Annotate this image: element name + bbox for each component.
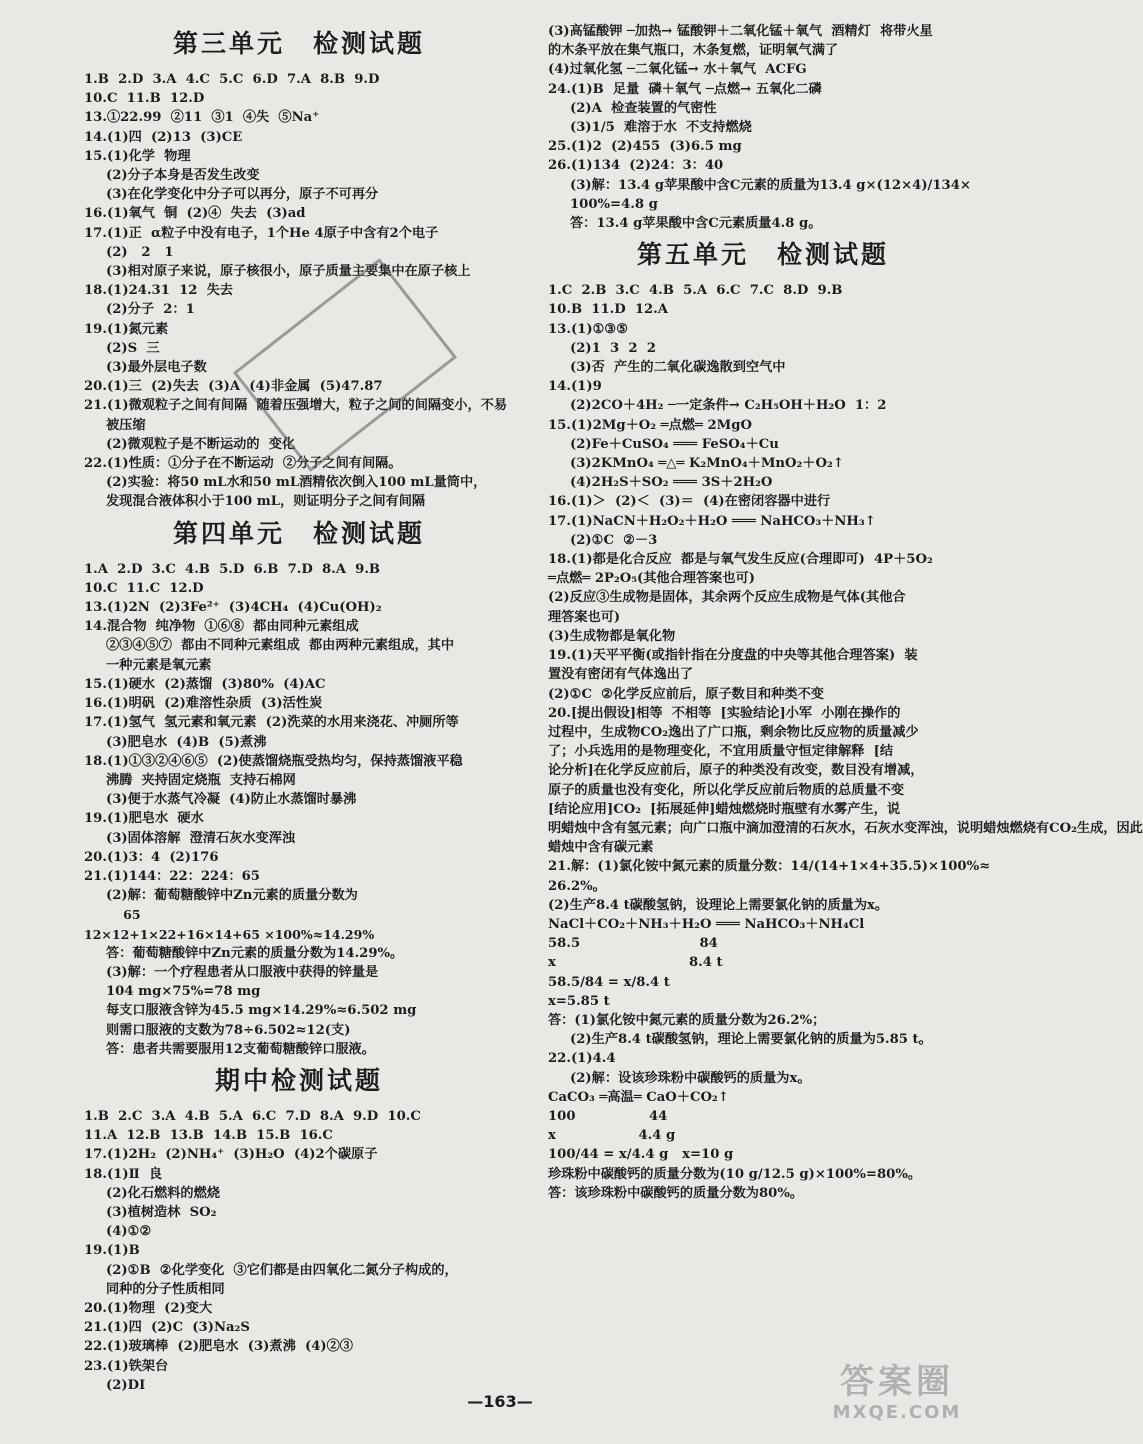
- answer-line: 每支口服液含锌为45.5 mg×14.29%≈6.502 mg: [106, 1003, 417, 1019]
- answer-line: 14.混合物 纯净物 ①⑥⑧ 都由同种元素组成: [84, 619, 359, 635]
- answer-line: 58.5/84 = x/8.4 t: [548, 974, 670, 990]
- answer-line: 65: [84, 907, 141, 923]
- answer-line: (3)否 产生的二氧化碳逸散到空气中: [570, 360, 786, 376]
- answer-line: (2)①B ②化学变化 ③它们都是由四氧化二氮分子构成的，: [106, 1262, 458, 1278]
- answer-line: (2)微观粒子是不断运动的 变化: [106, 436, 296, 452]
- answer-line: (2)S 三: [106, 340, 160, 356]
- answer-line: 26.(1)134 (2)24：3：40: [548, 158, 724, 174]
- answer-line: 发现混合液体积小于100 mL，则证明分子之间有间隔: [106, 494, 426, 510]
- answer-line: 13.(1)2N (2)3Fe²⁺ (3)4CH₄ (4)Cu(OH)₂: [84, 600, 382, 616]
- answer-line: (2)解：葡萄糖酸锌中Zn元素的质量分数为: [106, 888, 358, 904]
- answer-line: (2)解：设该珍珠粉中碳酸钙的质量为x。: [570, 1070, 811, 1086]
- answer-line: (2)反应③生成物是固体，其余两个反应生成物是气体(其他合: [548, 590, 906, 606]
- answer-line: (3)在化学变化中分子可以再分，原子不可再分: [106, 187, 379, 203]
- page-number: —163—: [467, 1392, 533, 1411]
- answer-line: (2)分子本身是否发生改变: [106, 168, 260, 184]
- answer-line: 20.[提出假设]相等 不相等 [实验结论]小军 小刚在操作的: [548, 705, 901, 721]
- answer-line: 明蜡烛中含有氢元素；向广口瓶中滴加澄清的石灰水，石灰水变浑浊，说明蜡烛燃烧有CO₂生成，因此: [548, 820, 1143, 836]
- answer-line: NaCl＋CO₂＋NH₃＋H₂O ═══ NaHCO₃＋NH₄Cl: [548, 916, 865, 932]
- answer-line: 22.(1)性质：①分子在不断运动 ②分子之间有间隔。: [84, 456, 402, 472]
- left-column: [84, 22, 514, 1395]
- answer-line: 了；小兵选用的是物理变化，不宜用质量守恒定律解释 [结: [548, 744, 894, 760]
- answer-line: (2)2CO＋4H₂ ─一定条件→ C₂H₅OH＋H₂O 1：2: [570, 398, 887, 414]
- answer-line: 一种元素是氧元素: [106, 657, 212, 673]
- answer-line: 答：该珍珠粉中碳酸钙的质量分数为80%。: [548, 1185, 804, 1201]
- answer-line: (3)解：13.4 g苹果酸中含C元素的质量为13.4 g×(12×4)/134×: [570, 177, 971, 193]
- answer-line: 珍珠粉中碳酸钙的质量分数为(10 g/12.5 g)×100%=80%。: [548, 1166, 922, 1182]
- answer-line: 14.(1)9: [548, 379, 602, 395]
- answer-line: 答：13.4 g苹果酸中含C元素质量4.8 g。: [570, 216, 822, 232]
- answer-line: 沸腾 夹持固定烧瓶 支持石棉网: [106, 772, 296, 788]
- answer-line: (3)2KMnO₄ ═△═ K₂MnO₄＋MnO₂＋O₂↑: [570, 456, 844, 472]
- section-title: 第四单元 检测试题: [172, 518, 425, 548]
- answer-line: 21.(1)四 (2)C (3)Na₂S: [84, 1320, 250, 1336]
- answer-line: 答：(1)氯化铵中氮元素的质量分数为26.2%；: [548, 1012, 826, 1028]
- answer-line: 1.A 2.D 3.C 4.B 5.D 6.B 7.D 8.A 9.B: [84, 561, 381, 577]
- answer-line: 20.(1)三 (2)失去 (3)A (4)非金属 (5)47.87: [84, 379, 383, 395]
- answer-line: (2)DI: [106, 1377, 146, 1393]
- answer-line: 20.(1)物理 (2)变大: [84, 1300, 213, 1316]
- answer-line: (2)生产8.4 t碳酸氢钠，理论上需要氯化钠的质量为5.85 t。: [570, 1032, 932, 1048]
- answer-line: (2)化石燃料的燃烧: [106, 1185, 220, 1201]
- answer-line: 被压缩: [106, 417, 146, 433]
- answer-line: 15.(1)化学 物理: [84, 148, 191, 164]
- answer-line: (3)相对原子来说，原子核很小，原子质量主要集中在原子核上: [106, 264, 471, 280]
- answer-line: (3)便于水蒸气冷凝 (4)防止水蒸馏时暴沸: [106, 792, 357, 808]
- answer-line: (2)1 3 2 2: [570, 340, 656, 356]
- answer-line: (4)2H₂S＋SO₂ ═══ 3S＋2H₂O: [570, 475, 773, 491]
- section-title: 期中检测试题: [214, 1065, 383, 1095]
- answer-line: 18.(1)24.31 12 失去: [84, 283, 233, 299]
- answer-line: 同种的分子性质相同: [106, 1281, 225, 1297]
- answer-line: x 8.4 t: [548, 955, 723, 971]
- answer-line: 过程中，生成物CO₂逸出了广口瓶，剩余物比反应物的质量减少: [548, 724, 919, 740]
- answer-line: 19.(1)肥皂水 硬水: [84, 811, 204, 827]
- answer-line: 21.(1)144：22：224：65: [84, 868, 260, 884]
- answer-line: (2)①C ②化学反应前后，原子数目和种类不变: [548, 686, 824, 702]
- answer-line: 的木条平放在集气瓶口，木条复燃，证明氧气满了: [548, 43, 839, 59]
- answer-line: (3)固体溶解 澄清石灰水变浑浊: [106, 830, 296, 846]
- answer-line: (2)A 检查装置的气密性: [570, 100, 717, 116]
- answer-line: 21.(1)微观粒子之间有间隔 随着压强增大，粒子之间的间隔变小，不易: [84, 398, 508, 414]
- answer-line: CaCO₃ ═高温═ CaO＋CO₂↑: [548, 1089, 729, 1105]
- answer-line: 100/44 = x/4.4 g x=10 g: [548, 1147, 734, 1163]
- answer-line: ═点燃═ 2P₂O₅(其他合理答案也可): [548, 571, 755, 587]
- answer-line: 1.B 2.C 3.A 4.B 5.A 6.C 7.D 8.A 9.D 10.C: [84, 1108, 421, 1124]
- answer-line: (3)肥皂水 (4)B (5)煮沸: [106, 734, 267, 750]
- section-title: 第三单元 检测试题: [172, 29, 425, 58]
- answer-line: (4)过氧化氢 ─二氧化锰→ 水＋氧气 ACFG: [548, 62, 807, 78]
- answer-line: (2) 2 1: [106, 244, 174, 260]
- answer-line: 理答案也可): [548, 609, 621, 625]
- answer-line: 25.(1)2 (2)455 (3)6.5 mg: [548, 139, 742, 155]
- answer-line: 17.(1)氢气 氢元素和氧元素 (2)洗菜的水用来浇花、冲厕所等: [84, 715, 459, 731]
- answer-line: 17.(1)正 α粒子中没有电子，1个He 4原子中含有2个电子: [84, 225, 439, 241]
- answer-line: 16.(1)氧气 铜 (2)④ 失去 (3)ad: [84, 206, 306, 222]
- answer-line: 13.(1)①③⑤: [548, 321, 629, 337]
- answer-line: ②③④⑤⑦ 都由不同种元素组成 都由两种元素组成，其中: [106, 638, 455, 654]
- answer-line: 23.(1)铁架台: [84, 1358, 169, 1374]
- answer-line: 24.(1)B 足量 磷＋氧气 ─点燃→ 五氧化二磷: [548, 81, 822, 97]
- answer-line: 18.(1)都是化合反应 都是与氧气发生反应(合理即可) 4P＋5O₂: [548, 552, 933, 568]
- answer-line: 11.A 12.B 13.B 14.B 15.B 16.C: [84, 1128, 333, 1144]
- answer-line: 16.(1)＞ (2)＜ (3)＝ (4)在密闭容器中进行: [548, 494, 831, 510]
- answer-line: (3)1/5 难溶于水 不支持燃烧: [570, 120, 752, 136]
- answer-line: 26.2%。: [548, 878, 606, 894]
- answer-line: (2)Fe＋CuSO₄ ═══ FeSO₄＋Cu: [570, 436, 779, 452]
- answer-line: [结论应用]CO₂ [拓展延伸]蜡烛燃烧时瓶壁有水雾产生，说: [548, 801, 901, 817]
- answer-line: x 4.4 g: [548, 1128, 676, 1144]
- answer-line: 则需口服液的支数为78÷6.502≈12(支): [106, 1022, 351, 1038]
- answer-line: 15.(1)2Mg＋O₂ ═点燃═ 2MgO: [548, 417, 752, 433]
- answer-line: (2)生产8.4 t碳酸氢钠，设理论上需要氯化钠的质量为x。: [548, 897, 889, 913]
- answer-line: (3)最外层电子数: [106, 360, 207, 376]
- answer-line: (2)实验：将50 mL水和50 mL酒精依次倒入100 mL量筒中，: [106, 475, 487, 491]
- answer-line: (3)植树造林 SO₂: [106, 1204, 217, 1220]
- answer-line: 13.①22.99 ②11 ③1 ④失 ⑤Na⁺: [84, 110, 320, 126]
- answer-line: 15.(1)硬水 (2)蒸馏 (3)80% (4)AC: [84, 676, 326, 692]
- answer-line: 19.(1)氮元素: [84, 321, 169, 337]
- answer-line: x=5.85 t: [548, 993, 610, 1009]
- answer-line: 18.(1)①③②④⑥⑤ (2)使蒸馏烧瓶受热均匀，保持蒸馏液平稳: [84, 753, 463, 769]
- answer-line: 1.C 2.B 3.C 4.B 5.A 6.C 7.C 8.D 9.B: [548, 283, 843, 299]
- answer-line: 58.5 84: [548, 936, 718, 952]
- answer-line: 10.C 11.B 12.D: [84, 91, 205, 107]
- answer-line: 17.(1)NaCN＋H₂O₂＋H₂O ═══ NaHCO₃＋NH₃↑: [548, 513, 876, 529]
- answer-line: 1.B 2.D 3.A 4.C 5.C 6.D 7.A 8.B 9.D: [84, 72, 380, 87]
- answer-line: 10.B 11.D 12.A: [548, 302, 669, 318]
- section-title: 第五单元 检测试题: [636, 240, 889, 270]
- answer-line: 蜡烛中含有碳元素: [548, 840, 654, 856]
- answer-line: 19.(1)B: [84, 1243, 140, 1259]
- answer-line: (3)解：一个疗程患者从口服液中获得的锌量是: [106, 964, 379, 980]
- answer-line: 100%=4.8 g: [570, 196, 658, 212]
- answer-line: 16.(1)明矾 (2)难溶性杂质 (3)活性炭: [84, 696, 323, 712]
- answer-line: 原子的质量也没有变化，所以化学反应前后物质的总质量不变: [548, 782, 905, 798]
- answer-line: 20.(1)3：4 (2)176: [84, 849, 219, 865]
- answer-line: 22.(1)4.4: [548, 1051, 616, 1067]
- watermark-url: MXQE.COM: [832, 1402, 962, 1423]
- right-column: [548, 22, 1143, 1203]
- answer-line: 17.(1)2H₂ (2)NH₄⁺ (3)H₂O (4)2个碳原子: [84, 1147, 378, 1163]
- answer-line: 21.解：(1)氯化铵中氮元素的质量分数：14/(14+1×4+35.5)×100%≈: [548, 859, 991, 875]
- answer-line: 10.C 11.C 12.D: [84, 580, 204, 596]
- answer-line: 答：患者共需要服用12支葡萄糖酸锌口服液。: [106, 1041, 375, 1057]
- answer-line: 12×12+1×22+16×14+65 ×100%≈14.29%: [84, 926, 375, 942]
- answer-line: (3)高锰酸钾 ─加热→ 锰酸钾＋二氧化锰＋氧气 酒精灯 将带火星: [548, 24, 933, 39]
- answer-line: (3)生成物都是氧化物: [548, 628, 676, 644]
- answer-line: (2)分子 2：1: [106, 302, 195, 318]
- answer-line: 22.(1)玻璃棒 (2)肥皂水 (3)煮沸 (4)②③: [84, 1339, 353, 1355]
- answer-line: 置没有密闭有气体逸出了: [548, 667, 694, 683]
- answer-line: 论分析]在化学反应前后，原子的种类没有改变，数目没有增减，: [548, 763, 924, 779]
- answer-line: 100 44: [548, 1108, 668, 1124]
- answer-line: (4)①②: [106, 1224, 152, 1240]
- answer-line: (2)①C ②－3: [570, 532, 658, 548]
- answer-line: 104 mg×75%=78 mg: [106, 984, 261, 1000]
- answer-line: 14.(1)四 (2)13 (3)CE: [84, 129, 243, 145]
- answer-line: 答：葡萄糖酸锌中Zn元素的质量分数为14.29%。: [106, 945, 404, 961]
- answer-line: 18.(1)Ⅱ 良: [84, 1166, 163, 1182]
- answer-line: 19.(1)天平平衡(或指针指在分度盘的中央等其他合理答案) 装: [548, 648, 918, 664]
- watermark-title: 答案圈: [840, 1362, 954, 1402]
